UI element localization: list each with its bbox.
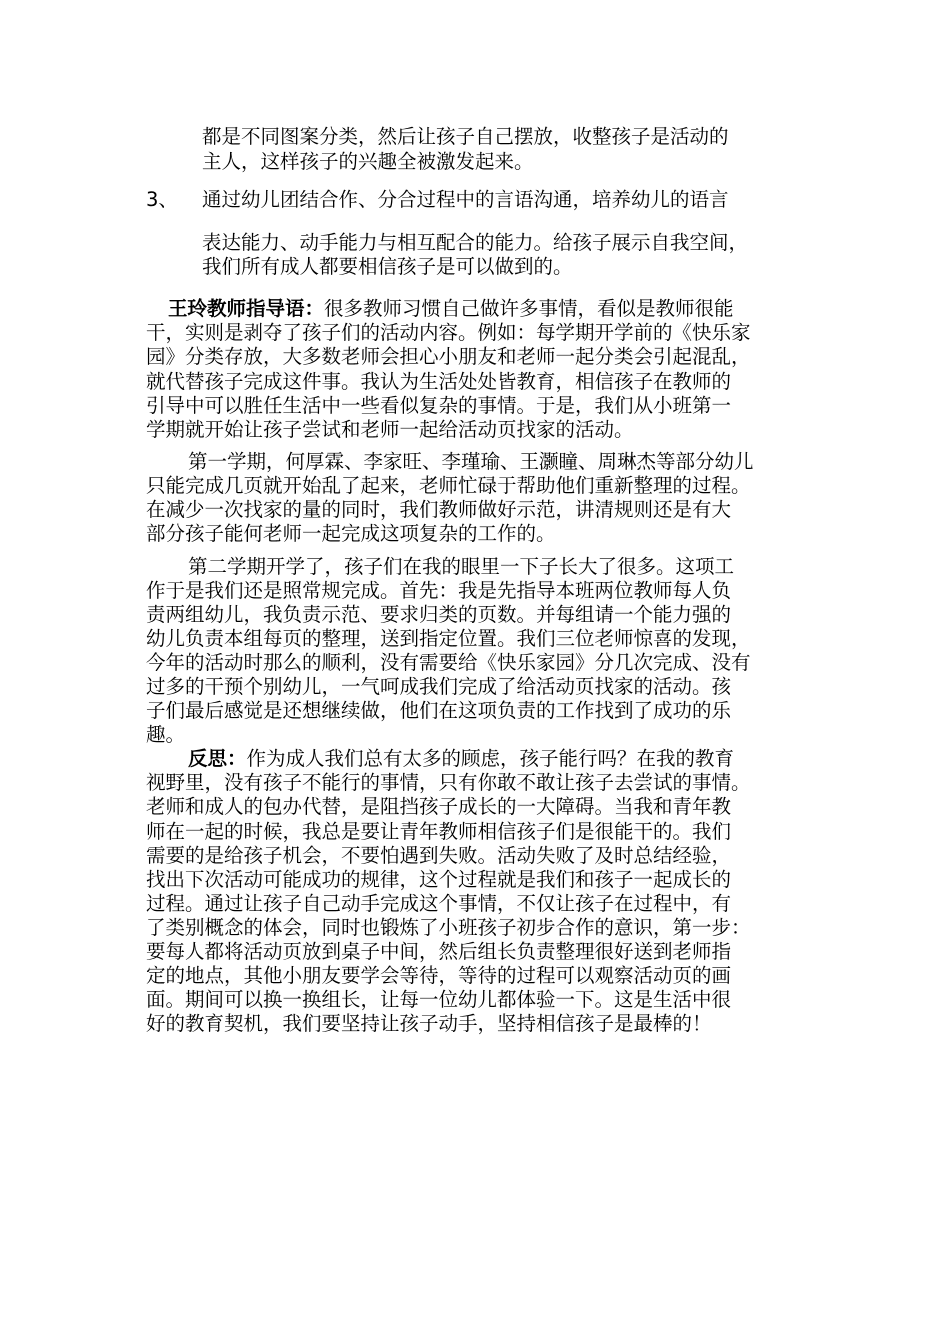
continuation-line: 主人，这样孩子的兴趣全被激发起来。: [202, 150, 534, 173]
paragraph-line: 园》分类存放，大多数老师会担心小朋友和老师一起分类会引起混乱，: [146, 345, 751, 368]
paragraph-line: 视野里，没有孩子不能行的事情，只有你敢不敢让孩子去尝试的事情。: [146, 771, 751, 794]
paragraph-line: 要每人都将活动页放到桌子中间，然后组长负责整理很好送到老师指: [146, 940, 732, 963]
paragraph-line: 面。期间可以换一换组长，让每一位幼儿都体验一下。这是生活中很: [146, 988, 732, 1011]
paragraph-line: 了类别概念的体会，同时也锻炼了小班孩子初步合作的意识，第一步：: [146, 916, 751, 939]
paragraph-line: 需要的是给孩子机会，不要怕遇到失败。活动失败了及时总结经验，: [146, 844, 732, 867]
paragraph-line: 在减少一次找家的量的同时，我们教师做好示范，讲清规则还是有大: [146, 498, 732, 521]
paragraph-line: 过程。通过让孩子自己动手完成这个事情，不仅让孩子在过程中，有: [146, 892, 732, 915]
list-item-line: 通过幼儿团结合作、分合过程中的言语沟通，培养幼儿的语言: [202, 188, 729, 211]
paragraph-line: 过多的干预个别幼儿，一气呵成我们完成了给活动页找家的活动。孩: [146, 675, 732, 698]
paragraph-line: 第一学期，何厚霖、李家旺、李瑾瑜、王灏瞳、周琳杰等部分幼儿: [188, 450, 754, 473]
paragraph-line: 第二学期开学了，孩子们在我的眼里一下子长大了很多。这项工: [188, 555, 735, 578]
list-item-number: 3、: [146, 188, 178, 211]
paragraph-line: 引导中可以胜任生活中一些看似复杂的事情。于是，我们从小班第一: [146, 394, 732, 417]
paragraph-line: 责两组幼儿，我负责示范、要求归类的页数。并每组请一个能力强的: [146, 603, 732, 626]
list-item-line: 我们所有成人都要相信孩子是可以做到的。: [202, 255, 573, 278]
paragraph-line: 干，实则是剥夺了孩子们的活动内容。例如：每学期开学前的《快乐家: [146, 321, 751, 344]
reflection-first-line: [188, 747, 734, 771]
reflection-text: 作为成人我们总有太多的顾虑，孩子能行吗？在我的教育: [246, 747, 735, 770]
paragraph-line: 今年的活动时那么的顺利，没有需要给《快乐家园》分几次完成、没有: [146, 651, 751, 674]
paragraph-line: 找出下次活动可能成功的规律，这个过程就是我们和孩子一起成长的: [146, 868, 732, 891]
paragraph-line: 老师和成人的包办代替，是阻挡孩子成长的一大障碍。当我和青年教: [146, 795, 732, 818]
paragraph-line: 部分孩子能何老师一起完成这项复杂的工作的。: [146, 522, 556, 545]
list-item-line: 表达能力、动手能力与相互配合的能力。给孩子展示自我空间，: [202, 231, 749, 254]
paragraph-line: 趣。: [146, 723, 186, 746]
paragraph-line: 师在一起的时候，我总是要让青年教师相信孩子们是很能干的。我们: [146, 820, 732, 843]
paragraph-line: 学期就开始让孩子尝试和老师一起给活动页找家的活动。: [146, 418, 634, 441]
paragraph-line: 幼儿负责本组每页的整理，送到指定位置。我们三位老师惊喜的发现，: [146, 627, 751, 650]
paragraph-line: 作于是我们还是照常规完成。首先：我是先指导本班两位教师每人负: [146, 579, 732, 602]
guidance-text: 很多教师习惯自己做许多事情，看似是教师很能: [324, 297, 734, 320]
guidance-label: 王玲教师指导语：: [168, 297, 325, 320]
guidance-first-line: [168, 297, 734, 321]
paragraph-line: 定的地点，其他小朋友要学会等待，等待的过程可以观察活动页的画: [146, 964, 732, 987]
continuation-line: 都是不同图案分类，然后让孩子自己摆放，收整孩子是活动的: [202, 125, 729, 148]
paragraph-line: 好的教育契机，我们要坚持让孩子动手，坚持相信孩子是最棒的！: [146, 1012, 712, 1035]
paragraph-line: 就代替孩子完成这件事。我认为生活处处皆教育，相信孩子在教师的: [146, 370, 732, 393]
paragraph-line: 只能完成几页就开始乱了起来，老师忙碌于帮助他们重新整理的过程。: [146, 474, 751, 497]
reflection-label: 反思：: [188, 747, 247, 770]
paragraph-line: 子们最后感觉是还想继续做，他们在这项负责的工作找到了成功的乐: [146, 699, 732, 722]
